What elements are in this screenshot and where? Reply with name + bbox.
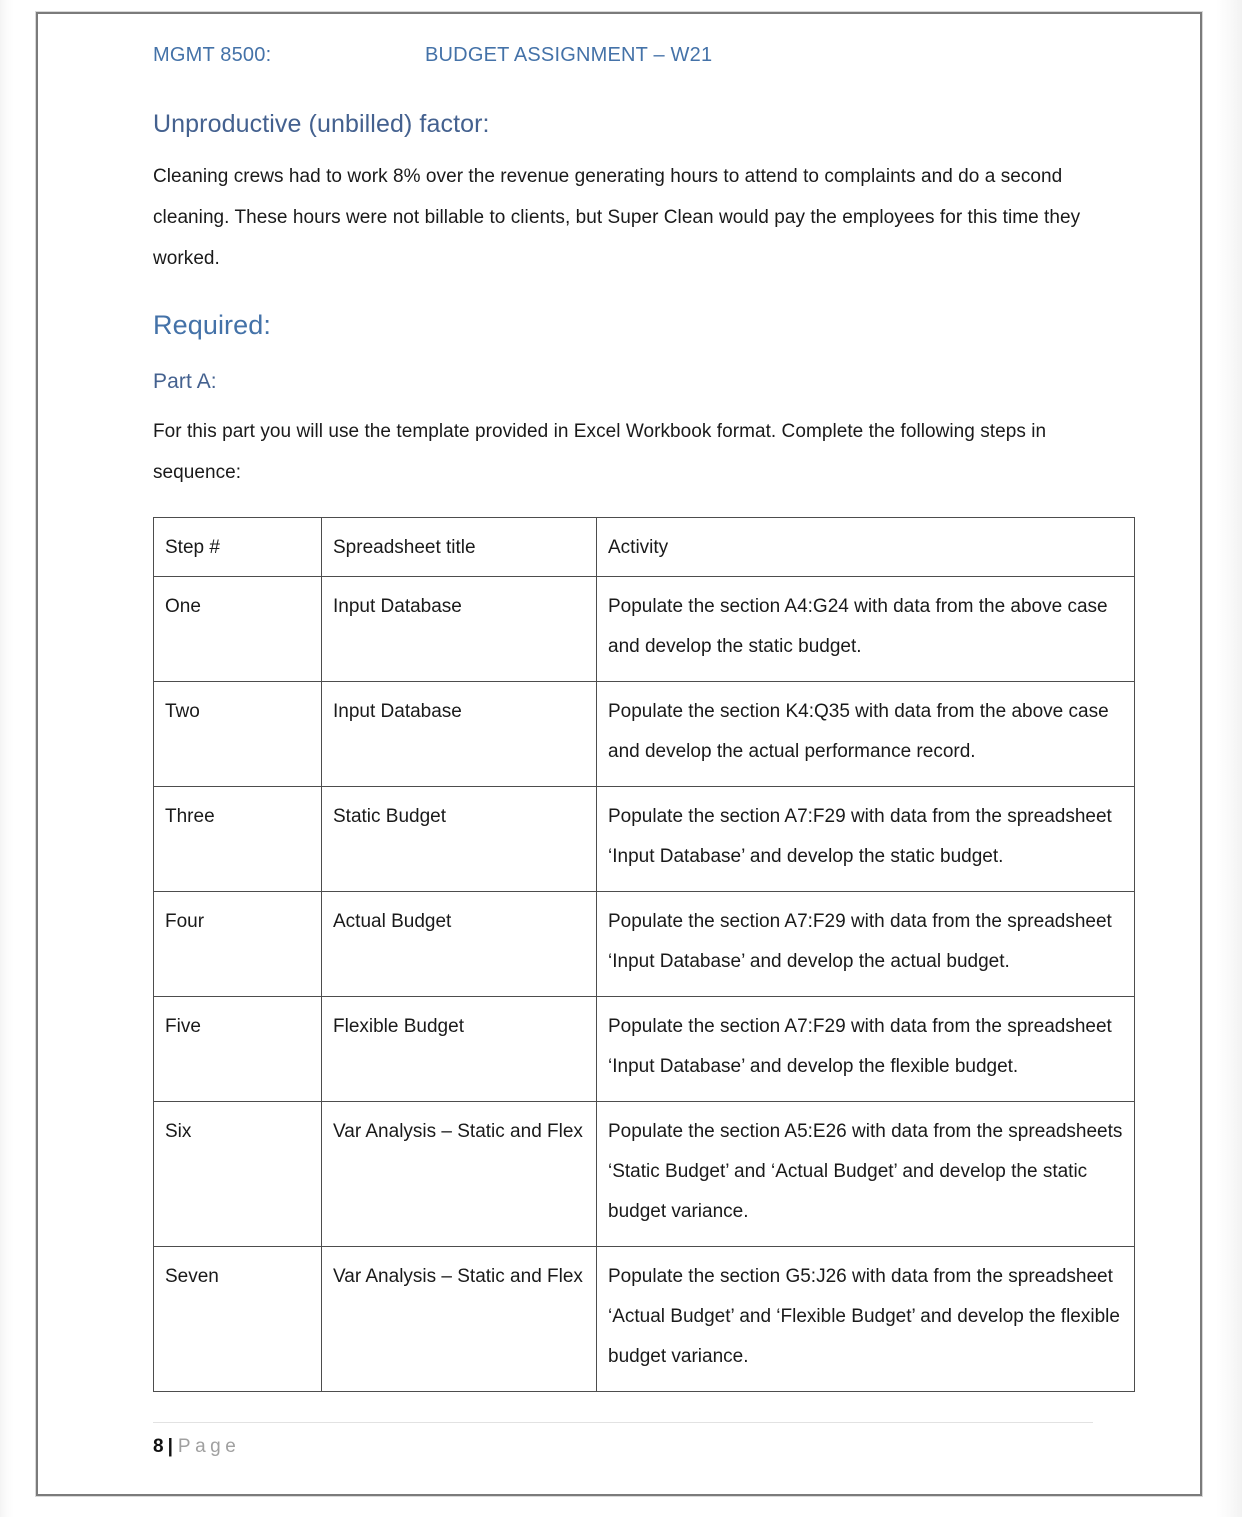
cell-activity: Populate the section G5:J26 with data from the spreadsheet ‘Actual Budget’ and ‘Flexible Budget’ and develop the flexible budget variance. [597, 1247, 1135, 1392]
column-header-step: Step # [154, 518, 322, 577]
footer-separator: | [167, 1436, 173, 1457]
cell-activity: Populate the section A7:F29 with data from the spreadsheet ‘Input Database’ and develop the flexible budget. [597, 997, 1135, 1102]
cell-activity: Populate the section A5:E26 with data from the spreadsheets ‘Static Budget’ and ‘Actual Budget’ and develop the static budget variance. [597, 1102, 1135, 1247]
page-frame [36, 12, 1202, 1496]
header-document-title: BUDGET ASSIGNMENT – W21 [425, 44, 713, 66]
cell-step: Seven [154, 1247, 322, 1392]
heading-required: Required: [153, 310, 271, 341]
cell-activity: Populate the section A7:F29 with data from the spreadsheet ‘Input Database’ and develop the actual budget. [597, 892, 1135, 997]
table-row [154, 892, 1135, 997]
footer-page-label: Page [177, 1436, 241, 1457]
cell-spreadsheet-title: Static Budget [322, 787, 597, 892]
cell-spreadsheet-title: Actual Budget [322, 892, 597, 997]
cell-step: Six [154, 1102, 322, 1247]
steps-table [153, 517, 1135, 1392]
paragraph-part-a-instructions: For this part you will use the template provided in Excel Workbook format. Complete the following steps in sequence: [153, 421, 1047, 484]
table-row [154, 1102, 1135, 1247]
spacer [153, 343, 1108, 369]
cell-spreadsheet-title: Var Analysis – Static and Flex [322, 1102, 597, 1247]
table-header-row [154, 518, 1135, 577]
spacer [153, 493, 1108, 513]
table-row [154, 787, 1135, 892]
cell-step: Two [154, 682, 322, 787]
cell-step: Four [154, 892, 322, 997]
heading-part-a: Part A: [153, 370, 217, 393]
page-footer [153, 1436, 240, 1458]
column-header-activity: Activity [597, 518, 1135, 577]
table-row [154, 682, 1135, 787]
cell-spreadsheet-title: Var Analysis – Static and Flex [322, 1247, 597, 1392]
footer-divider [153, 1422, 1093, 1423]
cell-spreadsheet-title: Input Database [322, 577, 597, 682]
heading-unproductive-factor: Unproductive (unbilled) factor: [153, 110, 490, 138]
cell-activity: Populate the section K4:Q35 with data from the above case and develop the actual performance record. [597, 682, 1135, 787]
spacer [153, 279, 1108, 309]
footer-page-number: 8 [153, 1436, 164, 1457]
spacer [153, 140, 1108, 156]
page-right-gutter [1216, 0, 1242, 1517]
page-inner [38, 14, 1200, 1494]
steps-table-body [154, 518, 1135, 1392]
page-left-gutter [0, 0, 14, 1517]
running-header [153, 44, 1103, 67]
cell-step: Three [154, 787, 322, 892]
table-row [154, 997, 1135, 1102]
cell-spreadsheet-title: Flexible Budget [322, 997, 597, 1102]
spacer [153, 395, 1108, 411]
cell-step: One [154, 577, 322, 682]
cell-spreadsheet-title: Input Database [322, 682, 597, 787]
column-header-spreadsheet-title: Spreadsheet title [322, 518, 597, 577]
table-row [154, 577, 1135, 682]
cell-activity: Populate the section A7:F29 with data from the spreadsheet ‘Input Database’ and develop the static budget. [597, 787, 1135, 892]
cell-step: Five [154, 997, 322, 1102]
page-content [153, 109, 1123, 1392]
table-row [154, 1247, 1135, 1392]
cell-activity: Populate the section A4:G24 with data from the above case and develop the static budget. [597, 577, 1135, 682]
header-course-code: MGMT 8500: [153, 44, 272, 66]
paragraph-unproductive-factor: Cleaning crews had to work 8% over the revenue generating hours to attend to complaints and do a second cleaning. These hours were not billable to clients, but Super Clean would pay the employees for this time they worked. [153, 166, 1081, 270]
